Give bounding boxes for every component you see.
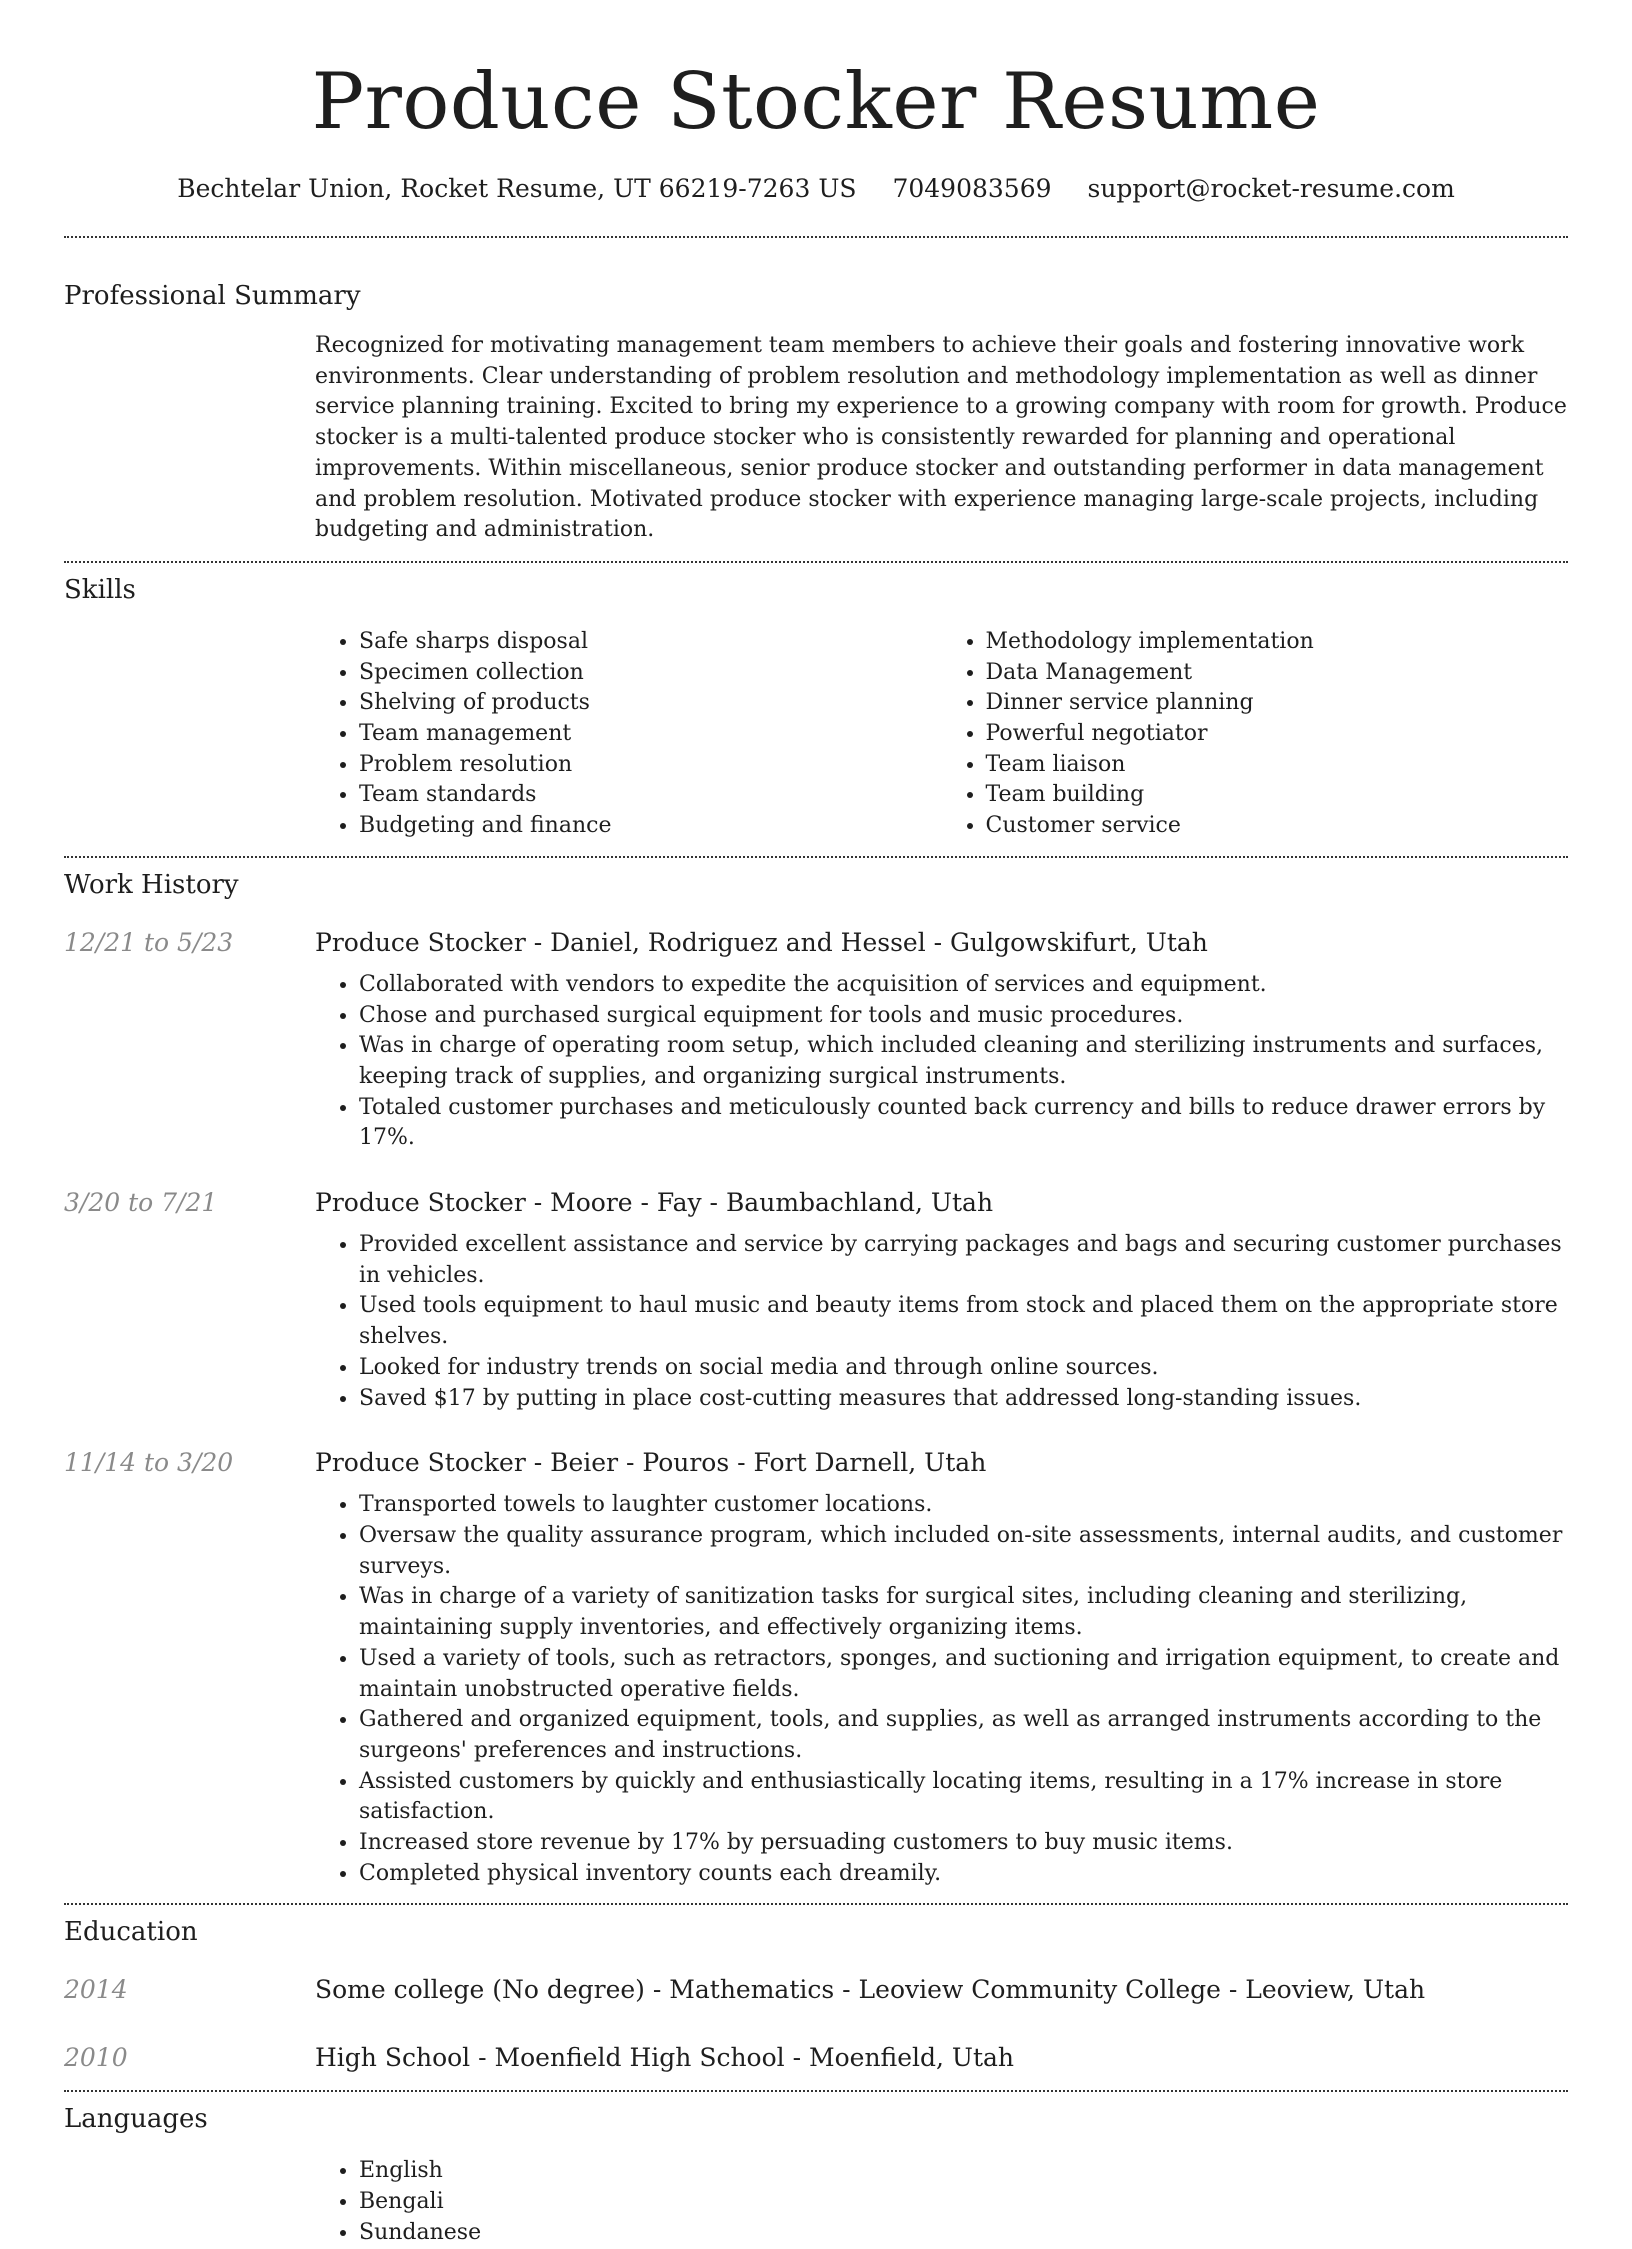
skills-column-right [942, 627, 1569, 842]
summary-heading: Professional Summary [64, 281, 361, 311]
education-entry [64, 1973, 1568, 2007]
language-item: • English [359, 2156, 1568, 2187]
skill-item: • Customer service [986, 811, 1569, 842]
skill-item: • Dinner service planning [986, 688, 1569, 719]
job-bullet: • Transported towels to laughter customer locations. [359, 1490, 1568, 1521]
job-bullet: • Gathered and organized equipment, tools, and supplies, as well as arranged instruments according to the surgeons' preferences and instructions. [359, 1705, 1568, 1766]
education-heading-text: Some college (No degree) - Mathematics - Leoview Community College - Leoview, Utah [315, 1975, 1426, 2005]
education-date: 2010 [64, 2043, 128, 2073]
education-heading-text: High School - Moenfield High School - Moenfield, Utah [315, 2043, 1015, 2073]
languages-section [64, 2102, 1568, 2248]
skill-item: • Methodology implementation [986, 627, 1569, 658]
job-bullet: • Increased store revenue by 17% by persuading customers to buy music items. [359, 1828, 1568, 1859]
skills-list [315, 627, 1568, 842]
summary-content [315, 331, 1568, 546]
languages-heading: Languages [64, 2104, 208, 2135]
job-bullet: • Assisted customers by quickly and enthusiastically locating items, resulting in a 17% increase in store satisfaction. [359, 1767, 1568, 1828]
summary-text: Recognized for motivating management team members to achieve their goals and fostering innovative work environments. Clear understanding of problem resolution and methodology implementation as well as dinner service planning training. Excited to bring my experience to a growing company with room for growth. Produce stocker is a multi-talented produce stocker who is consistently rewarded for planning and operational improvements. Within miscellaneous, senior produce stocker and outstanding performer in data management and problem resolution. Motivated produce stocker with experience managing large-scale projects, including budgeting and administration. [315, 333, 1567, 543]
job-bullet: • Saved $17 by putting in place cost-cutting measures that addressed long-standing issues. [359, 1384, 1568, 1415]
section-divider [64, 2090, 1568, 2092]
section-divider [64, 1903, 1568, 1905]
contact-address: Bechtelar Union, Rocket Resume, UT 66219-7263 US [177, 174, 857, 203]
job-bullets [315, 1230, 1568, 1414]
skill-item: • Team building [986, 780, 1569, 811]
languages-content [315, 2156, 1568, 2248]
skill-item: • Problem resolution [359, 750, 942, 781]
job-bullet: • Totaled customer purchases and meticulously counted back currency and bills to reduce drawer errors by 17%. [359, 1093, 1568, 1154]
job-bullet: • Used a variety of tools, such as retractors, sponges, and suctioning and irrigation equipment, to create and maintain unobstructed operative fields. [359, 1644, 1568, 1705]
skills-column-left [315, 627, 942, 842]
summary-section [64, 279, 1568, 546]
job-heading: Produce Stocker - Daniel, Rodriguez and Hessel - Gulgowskifurt, Utah [315, 927, 1208, 957]
work-history-section [64, 868, 1568, 1890]
job-heading: Produce Stocker - Moore - Fay - Baumbachland, Utah [315, 1188, 994, 1218]
job-bullet: • Was in charge of a variety of sanitization tasks for surgical sites, including cleaning and sterilizing, maintaining supply inventories, and effectively organizing items. [359, 1582, 1568, 1643]
job-entry [64, 1186, 1568, 1414]
job-bullet: • Was in charge of operating room setup, which included cleaning and sterilizing instruments and surfaces, keeping track of supplies, and organizing surgical instruments. [359, 1031, 1568, 1092]
skill-item: • Team management [359, 719, 942, 750]
language-item: • Bengali [359, 2187, 1568, 2218]
job-dates: 12/21 to 5/23 [64, 927, 234, 957]
skill-item: • Specimen collection [359, 658, 942, 689]
contact-line [64, 172, 1568, 206]
resume-page [64, 0, 1568, 2249]
section-divider [64, 561, 1568, 563]
job-bullet: • Looked for industry trends on social media and through online sources. [359, 1353, 1568, 1384]
job-bullet: • Used tools equipment to haul music and beauty items from stock and placed them on the appropriate store shelves. [359, 1291, 1568, 1352]
job-bullet: • Collaborated with vendors to expedite the acquisition of services and equipment. [359, 970, 1568, 1001]
education-date: 2014 [64, 1975, 128, 2005]
job-bullet: • Completed physical inventory counts each dreamily. [359, 1859, 1568, 1890]
skills-heading: Skills [64, 574, 136, 605]
job-bullet: • Chose and purchased surgical equipment for tools and music procedures. [359, 1001, 1568, 1032]
skill-item: • Team standards [359, 780, 942, 811]
job-entry [64, 926, 1568, 1154]
resume-title: Produce Stocker Resume [311, 57, 1321, 147]
education-heading: Education [64, 1917, 198, 1948]
skill-item: • Powerful negotiator [986, 719, 1569, 750]
skill-item: • Safe sharps disposal [359, 627, 942, 658]
job-dates: 3/20 to 7/21 [64, 1188, 218, 1218]
skills-section [64, 573, 1568, 842]
contact-phone: 7049083569 [892, 174, 1052, 203]
job-bullet: • Oversaw the quality assurance program, which included on-site assessments, internal audits, and customer surveys. [359, 1521, 1568, 1582]
education-entry [64, 2041, 1568, 2075]
skill-item: • Team liaison [986, 750, 1569, 781]
education-section [64, 1915, 1568, 2075]
job-heading: Produce Stocker - Beier - Pouros - Fort Darnell, Utah [315, 1448, 987, 1478]
work-history-heading: Work History [64, 869, 239, 900]
section-divider [64, 856, 1568, 858]
section-divider [64, 236, 1568, 238]
job-dates: 11/14 to 3/20 [64, 1448, 234, 1478]
job-bullet: • Provided excellent assistance and service by carrying packages and bags and securing customer purchases in vehicles. [359, 1230, 1568, 1291]
language-item: • Sundanese [359, 2218, 1568, 2249]
skill-item: • Data Management [986, 658, 1569, 689]
contact-email: support@rocket-resume.com [1087, 174, 1455, 203]
languages-list [315, 2156, 1568, 2248]
job-entry [64, 1446, 1568, 1889]
skill-item: • Budgeting and finance [359, 811, 942, 842]
job-bullets [315, 970, 1568, 1154]
job-bullets [315, 1490, 1568, 1889]
skill-item: • Shelving of products [359, 688, 942, 719]
